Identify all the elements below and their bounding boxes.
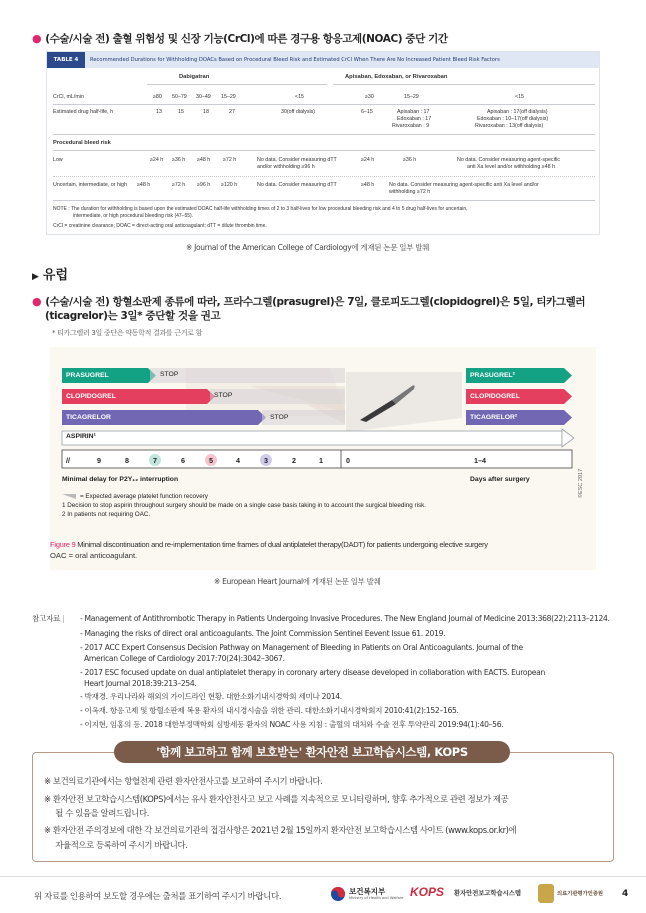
days-after-label: Days after surgery xyxy=(470,476,530,483)
ref-item-1: - Management of Antithrombotic Therapy in Patients Undergoing Invasive Procedures. The New England Journal of Medicine 2013:368(22):2113–2124. xyxy=(80,614,610,623)
crcl-xaban-2: 15–29 xyxy=(404,94,419,100)
stop-ticagrelor: STOP xyxy=(270,414,289,421)
halflife-dabi-4: 27 xyxy=(229,109,235,115)
ref-item-4: - 2017 ESC focused update on dual antiplatelet therapy in coronary artery disease developed in collaboration with EACTS. European xyxy=(80,668,545,677)
high-dabi-4: ≥120 h xyxy=(221,182,238,188)
prasugrel-label-after: PRASUGREL² xyxy=(470,372,515,379)
ref-item-5: - 박재경. 우리나라와 해외의 가이드라인 현황. 대한소화기내시경학회 세미나 2014. xyxy=(80,692,342,701)
mohw-logo: 보건복지부 Ministry of Health and Welfare xyxy=(330,884,404,904)
figure-footnote-1: 1 Decision to stop aspirin throughout surgery should be made on a single case basis taking in to account the surgical bleeding risk. xyxy=(62,502,427,509)
stop-clopidogrel: STOP xyxy=(214,392,233,399)
timeline-day-6: 6 xyxy=(181,456,185,465)
ref-item-4b: Heart Journal 2018:39:213–254. xyxy=(84,679,197,688)
halflife-xaban-1529-b: Edoxaban : 17 xyxy=(397,116,432,122)
source-jacc: ※ Journal of the American College of Cardiology에 게재된 논문 일부 발췌 xyxy=(186,243,430,252)
high-xaban-rest-b: withholding ≥72 h xyxy=(389,189,431,195)
timeline-day-3: 3 xyxy=(264,456,268,465)
figure-caption-label: Figure 9 xyxy=(50,540,76,549)
timeline-day-1: 1 xyxy=(319,456,323,465)
low-xaban-lt15-a: No data. Consider measuring agent-specific xyxy=(457,157,561,163)
low-dabi-2: ≥36 h xyxy=(172,157,186,163)
kops-note-3: ※ 환자안전 주의경보에 대한 각 보건의료기관의 접검사항은 2021년 2월 15일까지 환자안전 보고학습시스템 사이트 (www.kops.or.kr)에 xyxy=(44,825,517,835)
high-dabi-1: ≥48 h xyxy=(137,182,151,188)
ref-item-3b: American College of Cardiology 2017:70(24):3042–3067. xyxy=(84,654,285,663)
high-label: Uncertain, intermediate, or high xyxy=(53,182,127,188)
figure-legend: = Expected average platelet function recovery xyxy=(80,493,208,500)
taegeuk-icon xyxy=(330,886,346,902)
ticagrelor-label-after: TICAGRELOR² xyxy=(470,414,518,421)
clopidogrel-label: CLOPIDOGREL xyxy=(66,393,116,400)
section2-title-line2: (ticagrelor)는 3일* 중단할 것을 권고 xyxy=(45,310,221,322)
timeline-start: // xyxy=(66,456,70,465)
table-caption: Recommended Durations for Withholding DOACs Based on Procedural Bleed Risk and Estimated CrCl When There Are No Increased Patient Bleed Risk Factors xyxy=(90,57,500,63)
table-note-2: CrCl = creatinine clearance; DOAC = direct-acting oral anticoagulant; dTT = dilute thrombin time. xyxy=(53,223,267,229)
kops-note-2: ※ 환자안전 보고학습시스템(KOPS)에서는 유사 환자안전사고 보고 사례를 지속적으로 모니터링하며, 향후 추가적으로 관련 정보가 제공 xyxy=(44,794,509,804)
low-dabi-4: ≥72 h xyxy=(223,157,237,163)
low-xaban-1: ≥24 h xyxy=(361,157,375,163)
crcl-dabi-1: ≥80 xyxy=(153,94,162,100)
halflife-xaban-1529-c: Rivaroxaban : 9 xyxy=(392,123,430,129)
crcl-xaban-3: <15 xyxy=(515,94,524,100)
ref-item-7: - 이지현, 임홍의 등. 2018 대한부정맥학회 심방세동 환자의 NOAC 사용 지침 : 출혈의 대처와 수술 전후 투약관리 2019:94(1):40–56. xyxy=(80,720,504,729)
figure-footnote-2: 2 In patients not requiring OAC. xyxy=(62,511,151,518)
prasugrel-label: PRASUGREL xyxy=(66,372,109,379)
crcl-dabi-2: 50–79 xyxy=(172,94,187,100)
bullet-dot-icon: ● xyxy=(32,295,42,308)
kops-note-1: ※ 보건의료기관에서는 항혈전제 관련 환자안전사고를 보고하여 주시기 바랍니다. xyxy=(44,776,323,786)
high-dabi-lt15: No data. Consider measuring dTT xyxy=(257,182,337,188)
halflife-xaban-1529-a: Apixaban : 17 xyxy=(397,109,430,115)
page-number: 4 xyxy=(622,889,629,899)
crcl-xaban-1: ≥30 xyxy=(365,94,374,100)
footer-text: 위 자료를 인용하여 보도할 경우에는 출처를 표기하여 주시기 바랍니다. xyxy=(34,891,282,901)
halflife-xaban-range: 6–15 xyxy=(361,109,373,115)
halflife-dabi-1: 13 xyxy=(156,109,162,115)
timeline-day-0: 0 xyxy=(346,456,350,465)
bullet-dot-icon: ● xyxy=(32,32,42,45)
table-tag: TABLE 4 xyxy=(47,52,85,68)
ticagrelor-label: TICAGRELOR xyxy=(66,414,111,421)
timeline-after: 1–4 xyxy=(474,456,486,465)
high-dabi-3: ≥96 h xyxy=(197,182,211,188)
figure-caption: Figure 9 Minimal discontinuation and re-implementation time frames of dual antiplatelet therapy(DADT) for patients undergoing elective surgery xyxy=(50,540,488,549)
halflife-label: Estimated drug half-life, h xyxy=(53,109,114,115)
bleed-risk-label: Procedural bleed risk xyxy=(53,140,111,146)
heading-europe: ▶ 유럽 xyxy=(32,268,69,283)
kops-banner: '함께 보고하고 함께 보호받는' 환자안전 보고학습시스템, KOPS xyxy=(114,741,510,763)
kops-note-3b: 자율적으로 등록하여 주시기 바랍니다. xyxy=(44,840,188,850)
crcl-dabi-5: <15 xyxy=(295,94,304,100)
minimal-delay-label: Minimal delay for P2Y₁₂ interruption xyxy=(62,476,179,483)
timeline-day-2: 2 xyxy=(292,456,296,465)
high-dabi-2: ≥72 h xyxy=(172,182,186,188)
triangle-right-icon: ▶ xyxy=(32,272,39,282)
timeline-day-8: 8 xyxy=(125,456,129,465)
high-xaban: ≥48 h xyxy=(361,182,375,188)
crcl-dabi-3: 30–49 xyxy=(196,94,211,100)
timeline-day-9: 9 xyxy=(97,456,101,465)
crcl-label: CrCl, mL/min xyxy=(53,94,84,100)
references-label: 참고자료 | xyxy=(32,614,65,623)
low-dabi-lt15-a: No data. Consider measuring dTT xyxy=(257,157,337,163)
kops-note-2b: 될 수 있음을 알려드립니다. xyxy=(44,808,149,818)
timeline-day-4: 4 xyxy=(236,456,240,465)
figure-caption-2: OAC = oral anticoagulant. xyxy=(50,551,138,560)
low-dabi-3: ≥48 h xyxy=(197,157,211,163)
kops-logo: KOPS 환자안전보고학습시스템 xyxy=(410,885,521,899)
koiha-logo: 의료기관평가인증원 xyxy=(538,883,608,905)
figure-credit: ©ESC 2017 xyxy=(578,468,584,498)
low-xaban-2: ≥36 h xyxy=(403,157,417,163)
aspirin-label: ASPIRIN¹ xyxy=(66,433,96,440)
low-dabi-lt15-b: and/or withholding ≥96 h xyxy=(257,164,315,170)
timeline-day-5: 5 xyxy=(209,456,213,465)
halflife-dabi-5: 30(off dialysis) xyxy=(281,109,316,115)
source-ehj: ※ European Heart Journal에 게재된 논문 일부 발췌 xyxy=(214,577,381,586)
section1-title: ● (수술/시술 전) 출혈 위험성 및 신장 기능(CrCl)에 따른 경구용 항응고제(NOAC) 중단 기간 xyxy=(32,32,448,45)
ref-item-2: - Managing the risks of direct oral anticoagulants. The Joint Commission Sentinel Eevent Issue 61. 2019. xyxy=(80,629,446,638)
crcl-dabi-4: 15–29 xyxy=(221,94,236,100)
clopidogrel-label-after: CLOPIDOGREL xyxy=(470,393,520,400)
timeline-day-7: 7 xyxy=(153,456,157,465)
halflife-xaban-lt15-c: Rivaroxaban : 13(off dialysis) xyxy=(475,123,544,129)
section2-title-line1: ● (수술/시술 전) 항혈소판제 종류에 따라, 프라수그렐(prasugrel)은 7일, 클로피도그렐(clopidogrel)은 5일, 티카그렐러 xyxy=(32,295,586,308)
section2-footnote: * 티카그렐러 3일 중단은 약동학적 결과를 근거로 함 xyxy=(52,329,203,337)
halflife-dabi-3: 18 xyxy=(203,109,209,115)
table-note-1b: intermediate, or high procedural bleeding risk (47–55). xyxy=(73,213,194,219)
halflife-dabi-2: 15 xyxy=(178,109,184,115)
ref-item-6: - 이옥재. 항응고제 및 항혈소판제 복용 환자의 내시경시술을 위한 관리. 대한소화기내시경학회지 2010:41(2):152–165. xyxy=(80,706,459,715)
ref-item-3: - 2017 ACC Expert Consensus Decision Pathway on Management of Bleeding in Patients on Oral Anticoagulants. Journal of the xyxy=(80,643,523,652)
table-note-1: NOTE : The duration for withholding is based upon the estimated DOAC half-life withholding times of 2 to 3 half-lives for low procedural bleeding risk and 4 to 5 drug half-lives for uncertain, xyxy=(53,206,468,212)
footer-divider xyxy=(0,876,646,877)
high-xaban-rest-a: No data. Consider measuring agent-specific anti Xa level and/or xyxy=(389,182,539,188)
group-dabigatran: Dabigatran xyxy=(179,74,210,80)
halflife-xaban-lt15-b: Edoxaban : 10–17(off dialysis) xyxy=(477,116,549,122)
group-xaban: Apixaban, Edoxaban, or Rivaroxaban xyxy=(345,74,448,80)
low-xaban-lt15-b: anti Xa level and/or withholding ≥48 h xyxy=(467,164,556,170)
halflife-xaban-lt15-a: Apixaban : 17(off dialysis) xyxy=(487,109,548,115)
stop-prasugrel: STOP xyxy=(160,371,179,378)
low-label: Low xyxy=(53,157,63,163)
low-dabi-1: ≥24 h xyxy=(150,157,164,163)
koiha-emblem-icon xyxy=(538,884,554,903)
